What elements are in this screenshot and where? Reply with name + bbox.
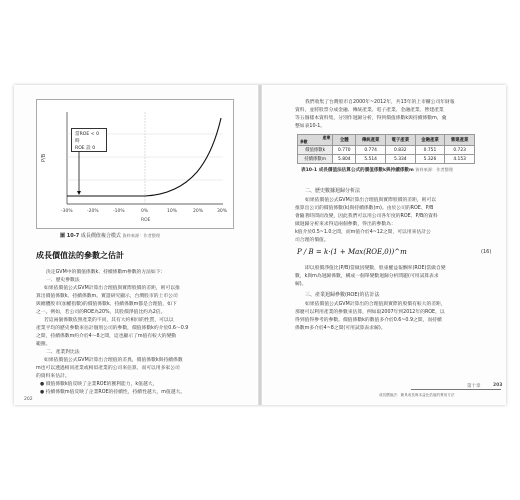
body-line: 數，k與m為迴歸係數，構成一個單變數迴歸分析問題(可用試算表求 xyxy=(295,274,439,279)
corner-top-label: 產業 xyxy=(322,135,331,140)
body-line: 與總體股市(加權指數)的價值係數k、持續係數m都是合理值，如下 xyxy=(36,302,177,307)
chapter-label: 第十章 xyxy=(467,384,481,389)
bullet-icon: ● xyxy=(40,390,46,395)
table-corner-cell xyxy=(298,135,333,146)
body-line: 算出價值係數k、持續係數m。實證研究顯示，台灣股市的上市公司 xyxy=(36,294,178,299)
subsection-heading: 二、歷史數據迴歸分析法 xyxy=(305,188,361,194)
x-tick-label: -20% xyxy=(87,209,99,214)
body-line: 推算出公司的價值係數(k)與持續係數(m)。由於公司的ROE、P/B xyxy=(295,206,434,211)
table-cell: 0.751 xyxy=(415,146,445,155)
left-page xyxy=(14,85,259,405)
row-header: 持續係數m xyxy=(298,155,333,164)
body-line: 整如表10-1。 xyxy=(295,124,326,129)
footer-title: 成長價值法：兼具成長與本益比估值的實用方法 xyxy=(379,393,455,397)
table-cell: 0.770 xyxy=(333,146,356,155)
table-row xyxy=(298,146,475,155)
equation-number: (16) xyxy=(481,249,492,255)
parameter-table xyxy=(297,134,475,164)
table-cell: 5.334 xyxy=(385,155,415,164)
body-line: 之一。例如，若公司的ROE為20%，其股價淨值比約為2倍。 xyxy=(36,310,166,315)
body-line: 一、歷史參數法 xyxy=(46,278,80,283)
x-tick-label: 20% xyxy=(193,209,204,214)
figure-number: 圖 10-7 xyxy=(60,233,80,239)
body-line: 得到值得參考的參數。價值係數k的數值多介於0.6~0.9之間，而持續 xyxy=(295,318,442,323)
growth-value-chart xyxy=(37,100,233,228)
table-caption-source: 資料來源：作者整理 xyxy=(415,167,453,172)
table-caption xyxy=(301,167,453,173)
body-line: 解)。 xyxy=(295,282,307,287)
body-line: 如果依價值公式GVM計算出合理值與實際股價的差距，則可以推 xyxy=(44,286,180,291)
table-header-row xyxy=(298,135,475,146)
figure-source: 資料來源：作者整理 xyxy=(122,233,161,238)
subsection-heading: 三、產業迴歸參數(ROE)的估計法 xyxy=(305,292,380,298)
table-cell: 5.804 xyxy=(333,155,356,164)
x-tick-label: 30% xyxy=(217,209,228,214)
body-line: 我們收集了台灣股市自2000年~2012年，共13年的上市櫃公司年財報 xyxy=(305,100,455,105)
body-line: 產業平均的歷史參數來估計個別公司的參數，價值係數k約介於0.6～0.9 xyxy=(36,326,189,331)
column-header: 傳統產業 xyxy=(356,135,386,146)
table-caption-text: 表10-1 成長價值法估算公式的價值係數k與持續係數m xyxy=(301,168,414,173)
body-line: 那麼可以利用產業的參數來估算，例如取2007年到2012年的ROE，以 xyxy=(295,310,445,315)
bullet-line xyxy=(40,389,185,396)
column-header: 金融產業 xyxy=(415,135,445,146)
body-line: 如果依價值公式GVM計算出合理值與實際股價的差距，則可以 xyxy=(305,198,437,203)
callout-line: ROE 設 0 xyxy=(75,146,96,151)
body-line: 資料，並將股票分成金融、傳統產業、電子產業、金融產業、營建產業 xyxy=(295,108,444,113)
body-line: 即以股價淨值比(P/B)當做因變數，股東權益報酬率(ROE)當做自變 xyxy=(305,266,446,271)
table-cell: 5.326 xyxy=(415,155,445,164)
body-line: 若這兩個係數依照產業的不同，其有大約相同的性質，可以以 xyxy=(44,318,174,323)
body-line: 等五個樣本資料集，分別作迴歸分析，得到價值係數k與持續係數m，彙 xyxy=(295,116,447,121)
body-line: m也可以透過相同產業或相似產業的公司來估算，而可以用多家公司 xyxy=(36,366,180,371)
roe-callout xyxy=(71,128,107,152)
column-header: 電子產業 xyxy=(385,135,415,146)
bullet-line xyxy=(40,381,157,388)
table-cell: 5.514 xyxy=(356,155,386,164)
body-line: 司合理的價值。 xyxy=(295,238,329,243)
body-line: 二、產業對比法 xyxy=(46,350,80,355)
table-row xyxy=(298,155,475,164)
x-axis-label: ROE xyxy=(141,218,151,223)
callout-line: 當ROE < 0 時 xyxy=(75,132,99,144)
body-line: k值介於0.5~1.0之間，而m值介於4~12之間，可以用來估計公 xyxy=(295,230,431,235)
page-number: 202 xyxy=(24,397,33,402)
body-line: 做迴歸分析來求得這兩個參數，得出的參數為： xyxy=(295,222,396,227)
x-tick-labels xyxy=(61,208,228,214)
footer-rule xyxy=(411,389,501,390)
table-cell: 0.774 xyxy=(356,146,386,155)
x-tick-label: 10% xyxy=(167,209,178,214)
body-line: 會隨著時間而改變，因此我們可以用公司各年度的ROE、P/B的資料 xyxy=(295,214,438,219)
x-tick-label: -10% xyxy=(113,209,125,214)
body-line: 決定GVM中的價值係數k、持續係數m參數的方法如下： xyxy=(46,270,166,275)
section-heading: 成長價值法的參數之估計 xyxy=(36,251,124,260)
bullet-text: 持續係數m值反映了企業ROE的持續性，持續性越大，m值越大。 xyxy=(45,390,186,395)
figure-frame xyxy=(36,99,234,229)
table-cell: 0.832 xyxy=(385,146,415,155)
y-axis-label: P/B xyxy=(41,153,47,162)
bullet-text: 價值係數k值反映了企業ROE的獲利能力，k值越大， xyxy=(45,382,158,387)
body-line: 的資料來估計。 xyxy=(36,374,70,379)
body-line: 如果依價值公式GVM計算出合理值的差異，價值係數k與持續係數 xyxy=(44,358,183,363)
column-header: 營建產業 xyxy=(445,135,475,146)
body-line: 範圍。 xyxy=(36,342,51,347)
gvm-formula: P / B = k·(1 + Max(ROE,0))^m xyxy=(297,248,407,256)
bullet-icon: ● xyxy=(40,382,46,387)
figure-title: 成長價值複合模式 xyxy=(80,233,121,239)
corner-bottom-label: 參數 xyxy=(300,139,308,144)
book-spread xyxy=(14,85,506,405)
row-header: 價值係數k xyxy=(298,146,333,155)
table-cell: 0.723 xyxy=(445,146,475,155)
body-line: 如果依價值公式GVM計算出的合理值與實際的股價有較大的差距， xyxy=(305,302,446,307)
body-line: 之間，持續係數m約介於4～8之間，這也顯示了m值有較大的變動 xyxy=(36,334,177,339)
x-tick-label: -30% xyxy=(61,209,73,214)
right-page xyxy=(261,85,506,405)
x-tick-label: 0% xyxy=(141,209,149,214)
column-header: 全體 xyxy=(333,135,356,146)
body-line: 係數m多介於4~8之間(可用試算表求解)。 xyxy=(295,326,386,331)
table-cell: 4.153 xyxy=(445,155,475,164)
figure-caption xyxy=(60,232,160,239)
page-number: 203 xyxy=(493,383,503,388)
arrowhead xyxy=(77,191,81,195)
